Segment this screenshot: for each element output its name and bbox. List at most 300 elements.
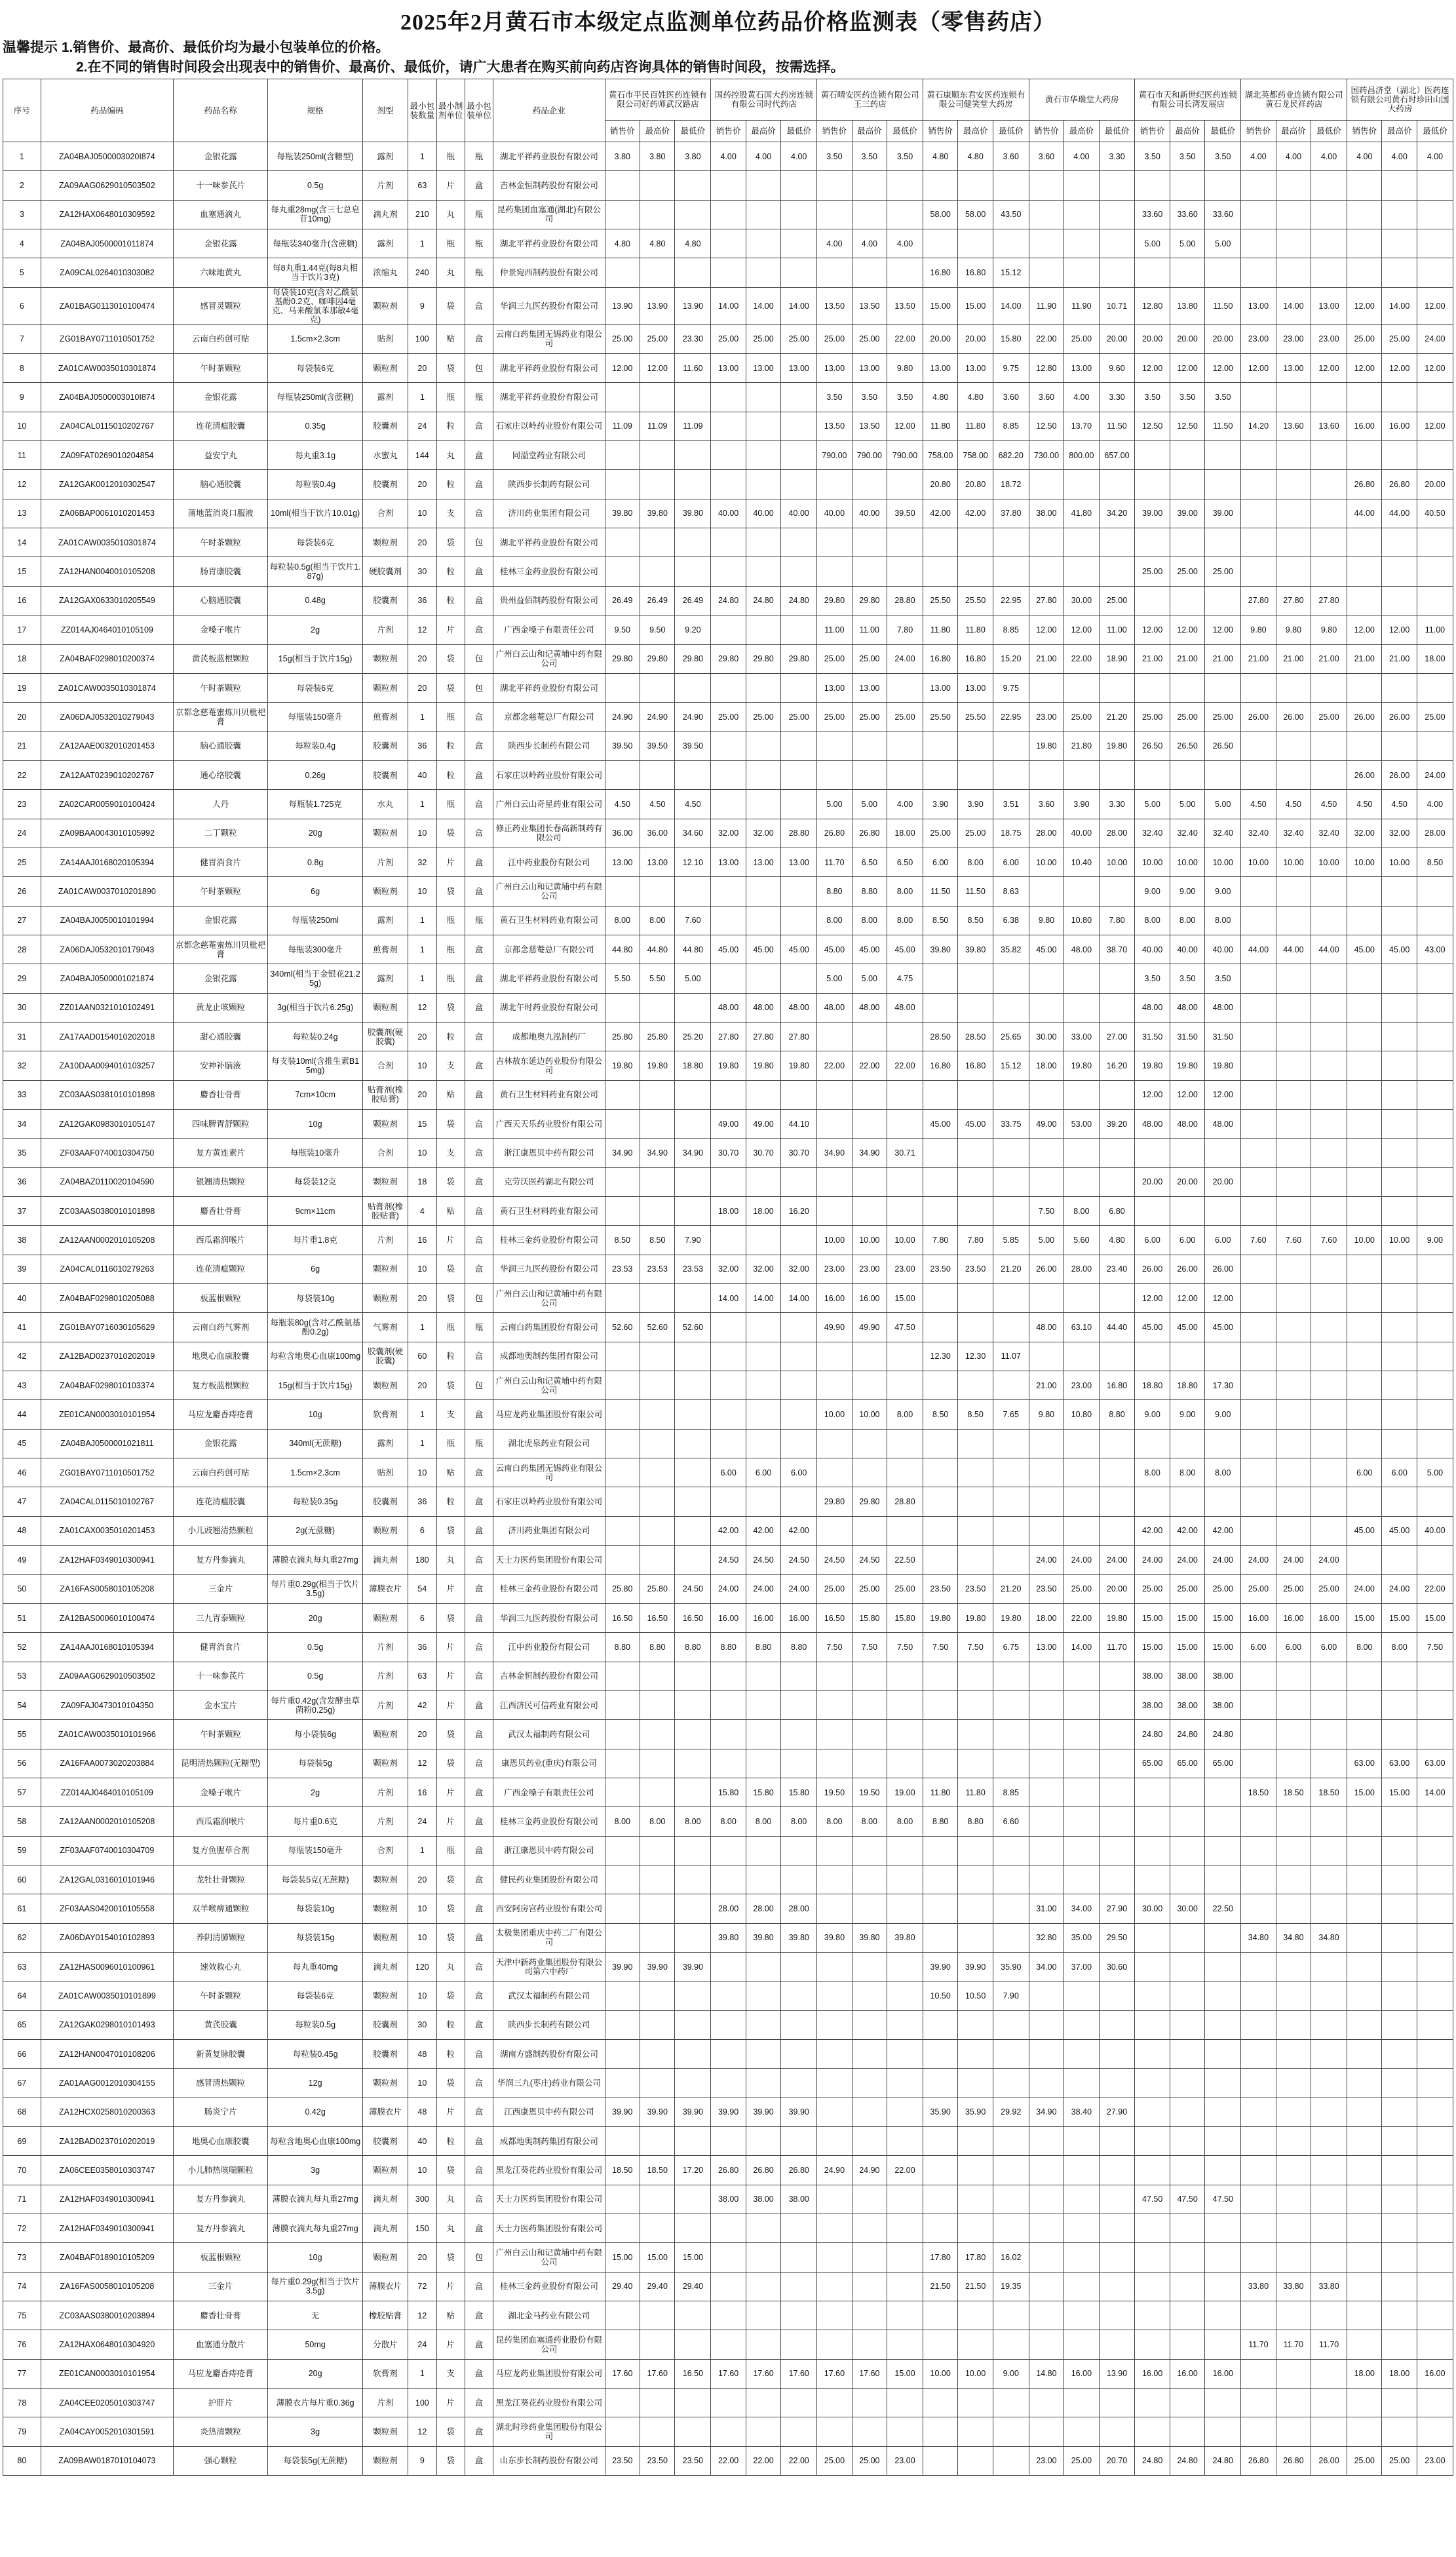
sale-price: 12.00 — [1347, 287, 1382, 324]
drug-spec: 每袋装6克 — [268, 528, 362, 557]
sale-price: 10.00 — [1029, 848, 1063, 876]
row-index: 13 — [3, 499, 41, 528]
sale-price — [1029, 993, 1063, 1022]
max-price: 25.00 — [1064, 703, 1099, 732]
max-price: 25.50 — [958, 586, 993, 615]
max-price — [1276, 499, 1311, 528]
min-price: 25.00 — [1311, 1574, 1347, 1603]
max-price: 6.00 — [746, 1458, 780, 1487]
min-price — [1099, 200, 1135, 229]
max-price: 12.00 — [1170, 615, 1204, 644]
max-price: 48.00 — [1064, 935, 1099, 964]
table-row — [3, 2156, 1453, 2185]
drug-name: 十一味参芪片 — [173, 1662, 267, 1690]
sale-price — [1135, 2330, 1170, 2359]
dose-unit: 支 — [436, 1139, 465, 1167]
min-price — [1099, 2301, 1135, 2330]
manufacturer: 黄石卫生材料药业有限公司 — [493, 1080, 605, 1109]
max-price — [852, 2243, 887, 2272]
min-price: 23.00 — [1311, 324, 1347, 353]
drug-name: 京都念慈菴蜜炼川贝枇杷膏 — [173, 935, 267, 964]
sale-price — [1029, 200, 1063, 229]
store-header: 黄石市华瑞堂大药房 — [1029, 79, 1135, 121]
max-price: 26.00 — [1276, 703, 1311, 732]
max-price — [640, 2010, 675, 2039]
sale-price — [923, 1139, 957, 1167]
max-price — [746, 1429, 780, 1458]
min-price: 7.50 — [887, 1633, 923, 1662]
max-price: 25.00 — [1382, 324, 1417, 353]
sale-price — [1241, 557, 1276, 586]
max-price: 790.00 — [852, 441, 887, 470]
min-price — [1099, 993, 1135, 1022]
max-price — [640, 1371, 675, 1400]
table-row — [3, 2301, 1453, 2330]
max-price: 25.00 — [1170, 1574, 1204, 1603]
pack-quantity: 20 — [408, 673, 436, 702]
table-row — [3, 441, 1453, 470]
sale-price — [1347, 2156, 1382, 2185]
min-price — [1417, 1022, 1453, 1051]
max-price: 6.00 — [1276, 1633, 1311, 1662]
max-price: 26.80 — [746, 2156, 780, 2185]
min-price — [1311, 2069, 1347, 2098]
min-price — [675, 1894, 711, 1923]
max-price — [746, 1342, 780, 1371]
manufacturer: 广州白云山和记黄埔中药有限公司 — [493, 2243, 605, 2272]
drug-name: 益安宁丸 — [173, 441, 267, 470]
max-price: 10.00 — [1170, 848, 1204, 876]
sale-price — [1241, 1371, 1276, 1400]
sale-price — [923, 993, 957, 1022]
min-price: 39.90 — [675, 1952, 711, 1981]
min-price — [781, 1865, 817, 1894]
table-row — [3, 383, 1453, 412]
max-price — [640, 171, 675, 200]
store-header: 国药控股黄石国大药房连锁有限公司时代药店 — [711, 79, 817, 121]
drug-spec: 0.5g — [268, 1633, 362, 1662]
max-price: 15.00 — [1382, 1603, 1417, 1632]
min-price: 10.00 — [1311, 848, 1347, 876]
min-price: 20.00 — [1205, 1167, 1241, 1196]
sale-price: 23.00 — [1029, 2446, 1063, 2475]
sale-price: 17.80 — [923, 2243, 957, 2272]
row-index: 28 — [3, 935, 41, 964]
dose-unit: 袋 — [436, 1923, 465, 1952]
max-price — [958, 2301, 993, 2330]
sale-price — [1029, 1981, 1063, 2010]
min-price — [887, 1662, 923, 1690]
row-index: 4 — [3, 229, 41, 258]
table-row — [3, 1400, 1453, 1429]
dose-unit: 袋 — [436, 1865, 465, 1894]
dosage-form: 薄膜衣片 — [362, 2098, 408, 2126]
min-price — [675, 1662, 711, 1690]
sale-price — [711, 229, 746, 258]
pack-unit: 盒 — [465, 2214, 493, 2243]
min-price — [1099, 229, 1135, 258]
pack-unit: 盒 — [465, 1778, 493, 1806]
table-row — [3, 258, 1453, 287]
min-price — [1311, 2185, 1347, 2214]
dosage-form: 薄膜衣片 — [362, 2272, 408, 2301]
pack-quantity: 1 — [408, 1836, 436, 1865]
max-price: 19.80 — [1170, 1051, 1204, 1080]
manufacturer: 桂林三金药业股份有限公司 — [493, 2272, 605, 2301]
min-price: 9.75 — [993, 354, 1029, 383]
sale-price — [1347, 1342, 1382, 1371]
max-price: 39.90 — [746, 2098, 780, 2126]
drug-spec: 每粒含地奥心血康100mg — [268, 1342, 362, 1371]
sale-price — [605, 200, 640, 229]
max-price — [852, 1690, 887, 1719]
sale-price — [923, 760, 957, 789]
sale-price — [1029, 2243, 1063, 2272]
pack-unit: 盒 — [465, 993, 493, 1022]
row-index: 69 — [3, 2127, 41, 2156]
pack-quantity: 1 — [408, 229, 436, 258]
sale-price — [1135, 1139, 1170, 1167]
manufacturer: 湖北平祥药业股份有限公司 — [493, 673, 605, 702]
max-price — [1064, 2243, 1099, 2272]
manufacturer: 太极集团重庆中药二厂有限公司 — [493, 1923, 605, 1952]
max-price — [852, 528, 887, 557]
drug-code: ZZ01AAN0321010102491 — [41, 993, 173, 1022]
sale-price — [817, 2272, 852, 2301]
max-price: 22.00 — [852, 1051, 887, 1080]
min-price — [1417, 1342, 1453, 1371]
row-index: 71 — [3, 2185, 41, 2214]
pack-quantity: 100 — [408, 2389, 436, 2417]
max-price — [1382, 2069, 1417, 2098]
min-price-header: 最低价 — [1417, 121, 1453, 142]
sale-price: 26.00 — [1029, 1255, 1063, 1283]
sale-price: 790.00 — [817, 441, 852, 470]
max-price: 22.00 — [746, 2446, 780, 2475]
sale-price: 5.00 — [817, 790, 852, 819]
min-price: 22.95 — [993, 586, 1029, 615]
dose-unit: 片 — [436, 2330, 465, 2359]
dose-unit: 袋 — [436, 877, 465, 906]
min-price — [887, 2185, 923, 2214]
dosage-form: 硬胶囊剂 — [362, 557, 408, 586]
sale-price — [1347, 1284, 1382, 1313]
min-price — [887, 2301, 923, 2330]
sale-price — [1241, 877, 1276, 906]
max-price — [1064, 877, 1099, 906]
sale-price: 29.80 — [817, 586, 852, 615]
min-price — [887, 760, 923, 789]
max-price: 24.80 — [746, 586, 780, 615]
max-price — [640, 760, 675, 789]
manufacturer: 江西康恩贝中药有限公司 — [493, 2098, 605, 2126]
min-price: 21.20 — [993, 1574, 1029, 1603]
min-price: 37.80 — [993, 499, 1029, 528]
min-price: 8.85 — [993, 1778, 1029, 1806]
row-index: 25 — [3, 848, 41, 876]
row-index: 79 — [3, 2417, 41, 2446]
max-price: 3.80 — [640, 142, 675, 171]
min-price: 42.00 — [781, 1516, 817, 1545]
sale-price — [923, 2301, 957, 2330]
pack-quantity: 20 — [408, 470, 436, 499]
sale-price — [923, 1487, 957, 1516]
sale-price — [1241, 1749, 1276, 1778]
drug-spec: 每瓶装1.725克 — [268, 790, 362, 819]
row-index: 73 — [3, 2243, 41, 2272]
max-price — [1276, 2069, 1311, 2098]
max-price: 10.80 — [1064, 1400, 1099, 1429]
manufacturer: 浙江康恩贝中药有限公司 — [493, 1836, 605, 1865]
min-price — [887, 2389, 923, 2417]
sale-price: 58.00 — [923, 200, 957, 229]
pack-quantity: 150 — [408, 2214, 436, 2243]
table-row — [3, 1167, 1453, 1196]
min-price — [887, 1429, 923, 1458]
max-price — [958, 1662, 993, 1690]
sale-price — [923, 2040, 957, 2069]
pack-unit: 盒 — [465, 1574, 493, 1603]
min-price — [1311, 732, 1347, 760]
pack-quantity: 210 — [408, 200, 436, 229]
min-price — [1311, 1952, 1347, 1981]
row-index: 3 — [3, 200, 41, 229]
max-price: 13.00 — [640, 848, 675, 876]
pack-quantity: 16 — [408, 1226, 436, 1255]
pack-quantity: 10 — [408, 2069, 436, 2098]
max-price — [746, 258, 780, 287]
sale-price — [605, 1429, 640, 1458]
max-price: 18.00 — [746, 1197, 780, 1226]
drug-name: 感冒清热颗粒 — [173, 2069, 267, 2098]
max-price — [746, 412, 780, 440]
sale-price: 13.50 — [817, 412, 852, 440]
min-price: 6.38 — [993, 906, 1029, 935]
sale-price — [1135, 2127, 1170, 2156]
max-price — [746, 1952, 780, 1981]
drug-spec: 每瓶装250ml(含蔗糖) — [268, 383, 362, 412]
drug-code: ZA09BAW0187010104073 — [41, 2446, 173, 2475]
max-price: 26.80 — [852, 819, 887, 848]
max-price — [640, 1429, 675, 1458]
sale-price — [923, 1429, 957, 1458]
min-price — [781, 1080, 817, 1109]
min-price — [1417, 441, 1453, 470]
sale-price: 23.00 — [817, 1255, 852, 1283]
sale-price: 28.50 — [923, 1022, 957, 1051]
manufacturer: 江西济民可信药业有限公司 — [493, 1690, 605, 1719]
sale-price — [711, 615, 746, 644]
min-price — [675, 171, 711, 200]
drug-spec: 0.8g — [268, 848, 362, 876]
min-price — [1417, 1080, 1453, 1109]
max-price — [746, 1865, 780, 1894]
pack-quantity: 4 — [408, 1197, 436, 1226]
row-index: 15 — [3, 557, 41, 586]
min-price — [675, 258, 711, 287]
sale-price: 26.00 — [1347, 760, 1382, 789]
sale-price — [1135, 2389, 1170, 2417]
sale-price: 45.00 — [711, 935, 746, 964]
sale-price — [1347, 1400, 1382, 1429]
drug-code: ZA04CAY0052010301591 — [41, 2417, 173, 2446]
min-price: 24.00 — [781, 1574, 817, 1603]
max-price — [958, 760, 993, 789]
sale-price: 23.50 — [605, 2446, 640, 2475]
min-price — [887, 470, 923, 499]
sale-price-header: 销售价 — [1029, 121, 1063, 142]
max-price — [746, 877, 780, 906]
dosage-form: 滴丸剂 — [362, 2214, 408, 2243]
min-price — [1311, 1051, 1347, 1080]
sale-price — [817, 2417, 852, 2446]
min-price: 23.50 — [675, 2446, 711, 2475]
drug-code: ZC03AAS0381010101898 — [41, 1080, 173, 1109]
min-price — [887, 1894, 923, 1923]
min-price: 40.00 — [1417, 1516, 1453, 1545]
sale-price: 12.00 — [1135, 1284, 1170, 1313]
sale-price: 25.00 — [923, 819, 957, 848]
min-price — [887, 1720, 923, 1749]
dose-unit: 袋 — [436, 819, 465, 848]
sale-price: 8.80 — [923, 1807, 957, 1836]
row-index: 68 — [3, 2098, 41, 2126]
pack-unit: 瓶 — [465, 383, 493, 412]
drug-spec: 每瓶装340毫升(含蔗糖) — [268, 229, 362, 258]
sale-price — [1241, 1720, 1276, 1749]
drug-spec: 15g(相当于饮片15g) — [268, 1371, 362, 1400]
dose-unit: 粒 — [436, 1487, 465, 1516]
row-index: 62 — [3, 1923, 41, 1952]
sale-price: 24.00 — [711, 1574, 746, 1603]
sale-price: 8.00 — [817, 1807, 852, 1836]
max-price: 20.80 — [958, 470, 993, 499]
sale-price: 23.00 — [1029, 703, 1063, 732]
min-price — [993, 1894, 1029, 1923]
manufacturer: 吉林金恒制药股份有限公司 — [493, 1662, 605, 1690]
pack-unit: 盒 — [465, 1197, 493, 1226]
sale-price: 33.60 — [1135, 200, 1170, 229]
sale-price — [1135, 1836, 1170, 1865]
min-price — [1417, 906, 1453, 935]
min-price — [781, 1836, 817, 1865]
min-price — [887, 1516, 923, 1545]
min-price — [1099, 1836, 1135, 1865]
min-price-header: 最低价 — [1099, 121, 1135, 142]
min-price — [1311, 1720, 1347, 1749]
min-price — [781, 2330, 817, 2359]
dose-unit: 袋 — [436, 644, 465, 673]
max-price — [1064, 1778, 1099, 1806]
max-price — [1064, 557, 1099, 586]
dosage-form: 片剂 — [362, 1226, 408, 1255]
max-price: 4.00 — [1064, 142, 1099, 171]
row-index: 18 — [3, 644, 41, 673]
table-row — [3, 877, 1453, 906]
drug-spec: 20g — [268, 2359, 362, 2388]
max-price: 28.00 — [746, 1894, 780, 1923]
max-price: 13.00 — [746, 354, 780, 383]
sale-price — [817, 2301, 852, 2330]
pack-quantity: 10 — [408, 1894, 436, 1923]
dose-unit: 袋 — [436, 1371, 465, 1400]
sale-price: 32.40 — [1241, 819, 1276, 848]
max-price — [640, 1167, 675, 1196]
min-price: 24.80 — [781, 586, 817, 615]
max-price: 10.00 — [958, 2359, 993, 2388]
min-price — [887, 1371, 923, 1400]
manufacturer: 江中药业股份有限公司 — [493, 848, 605, 876]
table-row — [3, 2243, 1453, 2272]
drug-spec: 每粒装0.4g — [268, 732, 362, 760]
min-price — [993, 1720, 1029, 1749]
sale-price: 23.50 — [923, 1255, 957, 1283]
sale-price: 11.09 — [605, 412, 640, 440]
min-price: 12.00 — [1205, 1080, 1241, 1109]
pack-unit: 盒 — [465, 732, 493, 760]
dosage-form: 颗粒剂 — [362, 1865, 408, 1894]
min-price — [1417, 1690, 1453, 1719]
max-price: 25.00 — [958, 819, 993, 848]
max-price — [1170, 528, 1204, 557]
min-price: 13.00 — [1311, 287, 1347, 324]
sale-price — [1241, 1952, 1276, 1981]
max-price — [746, 1226, 780, 1255]
max-price: 40.00 — [1064, 819, 1099, 848]
pack-unit: 瓶 — [465, 258, 493, 287]
sale-price — [1135, 2098, 1170, 2126]
min-price: 23.53 — [675, 1255, 711, 1283]
sale-price: 16.50 — [817, 1603, 852, 1632]
sale-price: 40.00 — [711, 499, 746, 528]
max-price-header: 最高价 — [1064, 121, 1099, 142]
manufacturer: 华润三九(枣庄)药业有限公司 — [493, 2069, 605, 2098]
sale-price — [605, 2010, 640, 2039]
min-price: 19.80 — [993, 1603, 1029, 1632]
dosage-form: 胶囊剂 — [362, 412, 408, 440]
sale-price: 13.00 — [1241, 287, 1276, 324]
max-price — [1276, 1952, 1311, 1981]
manufacturer: 浙江康恩贝中药有限公司 — [493, 1139, 605, 1167]
sale-price — [817, 1952, 852, 1981]
sale-price: 26.49 — [605, 586, 640, 615]
drug-code: ZA04CAL0115010102767 — [41, 1487, 173, 1516]
max-price — [746, 2127, 780, 2156]
max-price: 4.50 — [1382, 790, 1417, 819]
min-price — [887, 1836, 923, 1865]
drug-name: 金嗓子喉片 — [173, 615, 267, 644]
min-price: 63.00 — [1417, 1749, 1453, 1778]
sale-price: 39.80 — [817, 1923, 852, 1952]
max-price: 39.90 — [958, 1952, 993, 1981]
max-price — [1064, 470, 1099, 499]
max-price: 8.00 — [1170, 1458, 1204, 1487]
sale-price: 12.30 — [923, 1342, 957, 1371]
min-price — [781, 229, 817, 258]
max-price: 25.00 — [1064, 2446, 1099, 2475]
max-price: 13.00 — [958, 673, 993, 702]
row-index: 57 — [3, 1778, 41, 1806]
min-price: 13.60 — [1311, 412, 1347, 440]
min-price: 8.63 — [993, 877, 1029, 906]
max-price: 28.00 — [1064, 1255, 1099, 1283]
pack-quantity: 1 — [408, 1313, 436, 1342]
sale-price — [1135, 528, 1170, 557]
max-price — [958, 2214, 993, 2243]
sale-price: 7.50 — [817, 1633, 852, 1662]
max-price — [958, 1894, 993, 1923]
drug-code: ZA01BAG0113010100474 — [41, 287, 173, 324]
